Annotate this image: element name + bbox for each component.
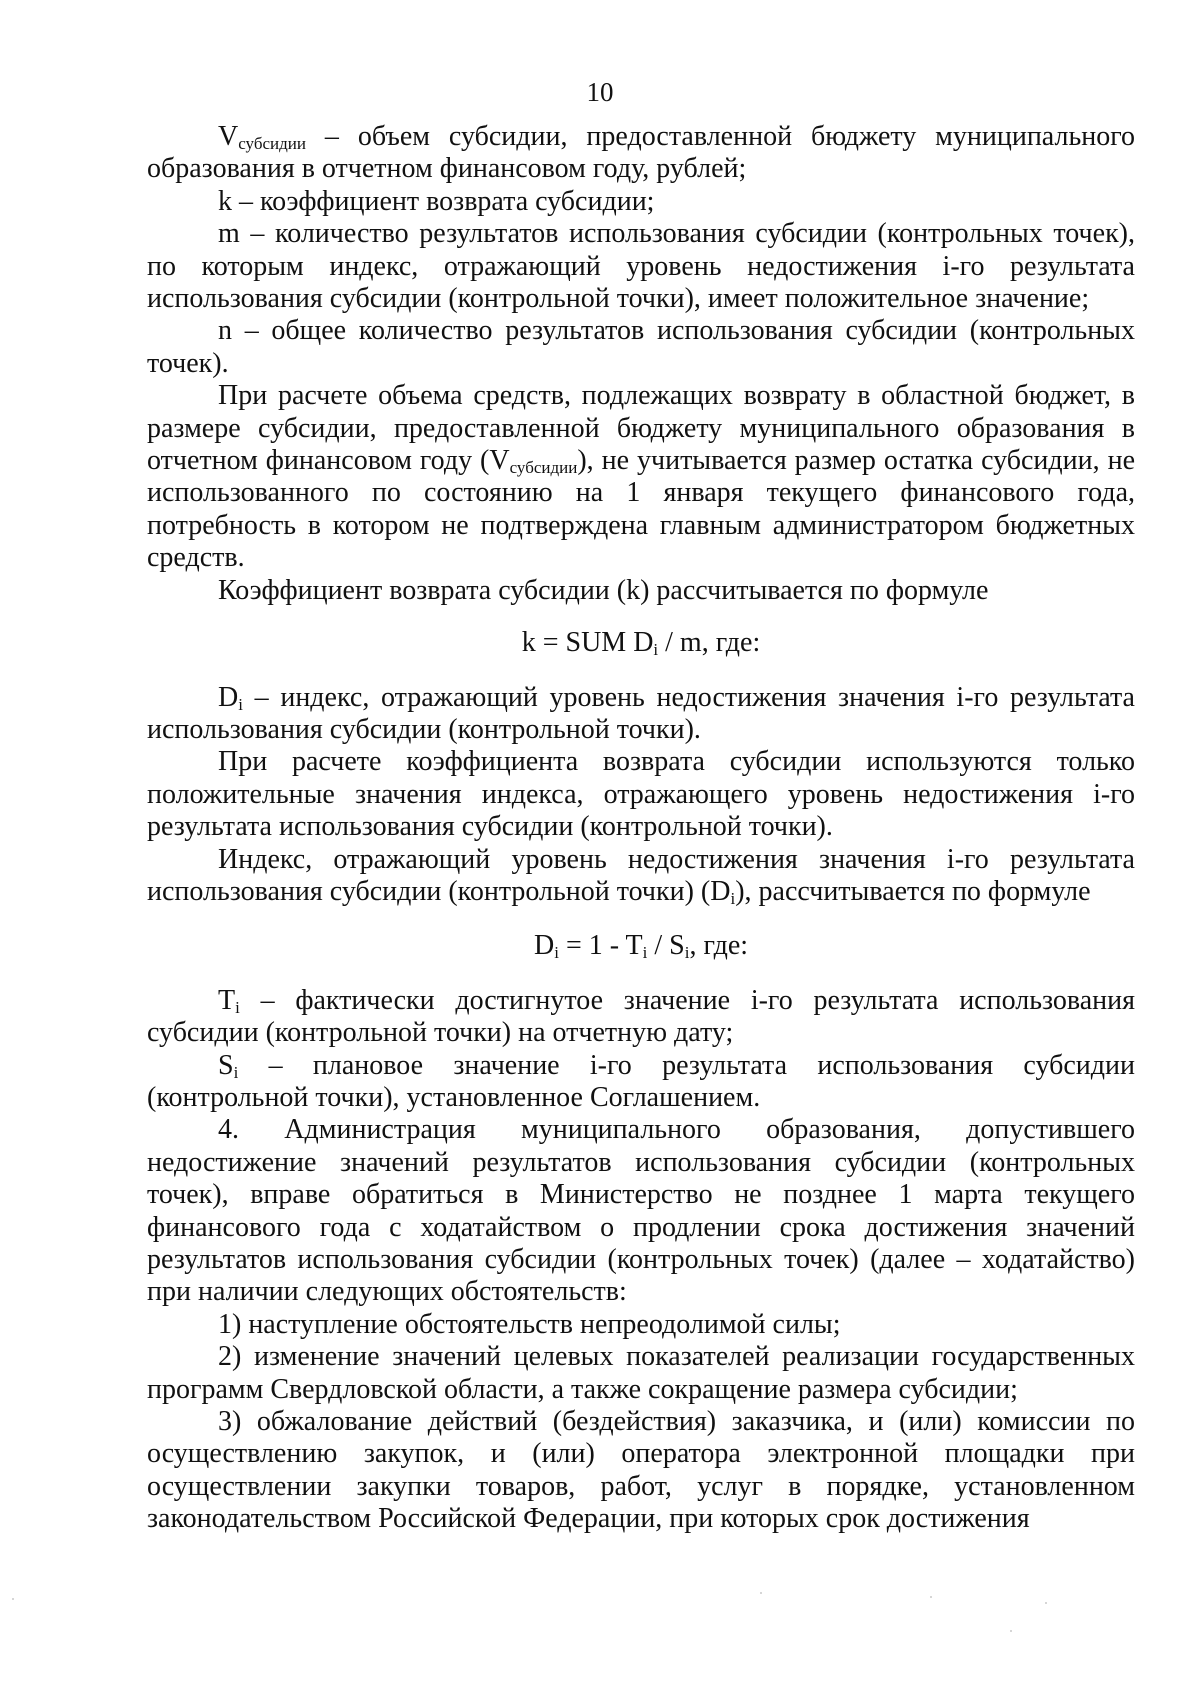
- formula-k-start: k = SUM D: [521, 627, 654, 659]
- formula-k-subscript: i: [653, 640, 659, 660]
- definition-m: m – количество результатов использования субсидии (контрольных точек), по которым индекс, отражающий уровень недостижения i-го результата использования субсидии (контрольной точки), имеет положительное значение;: [147, 218, 1135, 315]
- definition-v-text: – объем субсидии, предоставленной бюджету муниципального образования в отчетном финансовом году, рублей;: [147, 121, 1135, 185]
- variable-s-subscript: i: [233, 1062, 239, 1082]
- formula-d-part-a: D: [533, 930, 555, 962]
- speck: [930, 1596, 932, 1598]
- definition-t-text: – фактически достигнутое значение i-го результата использования субсидии (контрольной точки) на отчетную дату;: [147, 984, 1135, 1049]
- formula-d-sub-b: i: [642, 943, 648, 963]
- document-body: [147, 121, 1135, 1536]
- variable-s: S: [218, 1049, 234, 1081]
- list-item-3: 3) обжалование действий (бездействия) заказчика, и (или) комиссии по осуществлению закупок, и (или) оператора электронной площадки при осуществлении закупки товаров, работ, услуг в порядке, установленном законодательством Российской Федерации, при которых срок достижения: [147, 1406, 1135, 1535]
- paragraph-k-formula-intro: Коэффициент возврата субсидии (k) рассчитывается по формуле: [218, 574, 989, 606]
- definition-s-text: – плановое значение i-го результата использования субсидии (контрольной точки), установленное Соглашением.: [147, 1049, 1135, 1113]
- formula-k-end: / m, где:: [658, 627, 761, 659]
- list-item-2: 2) изменение значений целевых показателей реализации государственных программ Свердловской области, а также сокращение размера субсидии;: [147, 1341, 1135, 1405]
- speck: [1010, 1630, 1012, 1632]
- definition-d: [147, 682, 1135, 747]
- definition-s: [147, 1050, 1135, 1115]
- speck: [1045, 1602, 1047, 1604]
- paragraph-calculation-volume-subscript: субсидии: [509, 458, 578, 478]
- list-item-1: 1) наступление обстоятельств непреодолимой силы;: [218, 1308, 841, 1340]
- definition-v-subsidy: [147, 121, 1135, 186]
- formula-d-part-d: , где:: [689, 930, 749, 962]
- paragraph-d-formula-intro-end: ), рассчитывается по формуле: [735, 875, 1091, 907]
- formula-d-part-b: = 1 - T: [558, 930, 643, 962]
- paragraph-positive-values: При расчете коэффициента возврата субсидии используются только положительные значения индекса, отражающего уровень недостижения i-го результата использования субсидии (контрольной точки).: [147, 746, 1135, 843]
- variable-t-subscript: i: [235, 997, 240, 1017]
- paragraph-calculation-volume-end: ), не учитывается размер остатка субсидии, не использованного по состоянию на 1 января текущего финансового года, потребность в котором не подтверждена главным администратором бюджетных средств.: [147, 445, 1135, 574]
- paragraph-d-formula-intro-subscript: i: [730, 888, 736, 908]
- formula-k: [147, 627, 1135, 659]
- clause-4: 4. Администрация муниципального образования, допустившего недостижение значений результатов использования субсидии (контрольных точек), вправе обратиться в Министерство не позднее 1 марта текущего финансового года с ходатайством о продлении срока достижения значений результатов использования субсидии (контрольных точек) (далее – ходатайство) при наличии следующих обстоятельств:: [147, 1114, 1135, 1308]
- variable-d-subscript: i: [238, 694, 243, 714]
- variable-d: D: [218, 681, 239, 713]
- speck: [12, 1598, 14, 1600]
- paragraph-d-formula-intro: [147, 844, 1135, 909]
- definition-n: n – общее количество результатов использования субсидии (контрольных точек).: [147, 315, 1135, 379]
- formula-d-part-c: / S: [647, 930, 685, 962]
- paragraph-calculation-volume: [147, 380, 1135, 574]
- definition-d-text: – индекс, отражающий уровень недостижения значения i-го результата использования субсидии (контрольной точки).: [147, 681, 1135, 745]
- paragraph-d-formula-intro-start: Индекс, отражающий уровень недостижения значения i-го результата использования субсидии (контрольной точки) (D: [147, 843, 1135, 907]
- formula-d: [147, 930, 1135, 962]
- paragraph-calculation-volume-start: При расчете объема средств, подлежащих возврату в областной бюджет, в размере субсидии, предоставленной бюджету муниципального образования в отчетном финансовом году (V: [147, 380, 1135, 477]
- definition-t: [147, 985, 1135, 1050]
- page-number: 10: [586, 77, 614, 107]
- variable-v-subscript: субсидии: [238, 134, 306, 153]
- formula-d-sub-a: i: [554, 943, 559, 963]
- variable-t: T: [218, 984, 236, 1016]
- scan-noise: [0, 1590, 1200, 1670]
- formula-d-sub-c: i: [684, 943, 690, 963]
- variable-v: V: [218, 121, 239, 152]
- speck: [760, 1592, 762, 1594]
- definition-k: k – коэффициент возврата субсидии;: [218, 185, 655, 217]
